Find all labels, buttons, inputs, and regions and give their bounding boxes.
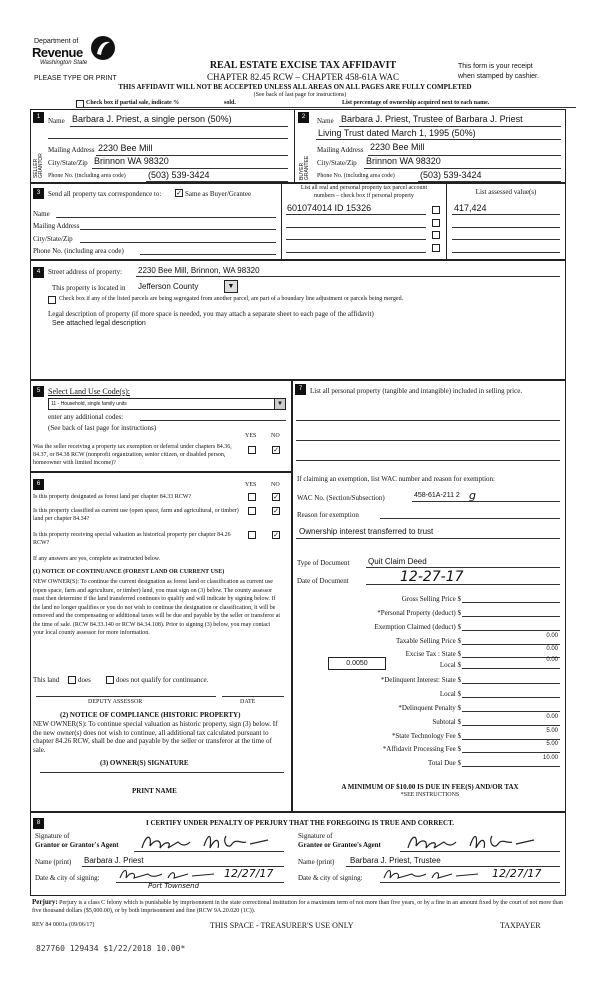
historic-question: Is this property receiving special valuation as historical property per chapter 84.26 RCW? <box>33 532 231 546</box>
located-label: This property is located in <box>52 284 126 292</box>
county-select[interactable]: Jefferson County <box>138 282 199 291</box>
grantor-sign-date: 12/27/17 <box>224 867 274 880</box>
see-back-note: (See back of last page for instructions) <box>253 92 347 98</box>
chevron-down-icon: ▼ <box>227 282 235 290</box>
seller-city-label: City/State/Zip <box>48 159 88 167</box>
historic-no-checkbox[interactable]: ✓ <box>273 531 279 539</box>
total-due-value: 10.00 <box>542 755 558 761</box>
parcel-line-3 <box>286 239 426 240</box>
grantee-name[interactable]: Barbara J. Priest, Trustee <box>350 856 441 865</box>
grantor-sign-city: Port Townsend <box>148 882 200 890</box>
gross-price-line <box>462 602 560 603</box>
seller-name[interactable]: Barbara J. Priest, a single person (50%) <box>72 114 232 124</box>
reason-line-1 <box>380 518 560 519</box>
additional-codes-label: enter any additional codes: <box>48 413 124 421</box>
taxable-price-line <box>462 644 560 645</box>
seller-name-line2 <box>48 138 288 139</box>
perjury-text: Perjury is a class C felony which is punishable by imprisonment in the state correctional institution for a maximum term of not more than five years, or by a fine in an amount fixed by the court of not more than five thousand dollars ($5,000.00), or by both imprisonment and fine (RCW 9A.20.020 (1C)). <box>32 900 563 914</box>
grantee-date-signature <box>382 866 482 887</box>
delinquent-penalty-label: *Delinquent Penalty $ <box>398 704 461 712</box>
buyer-city-line <box>364 168 561 169</box>
additional-codes-line <box>140 420 286 421</box>
grantee-name-label: Name (print) <box>298 858 335 866</box>
notice-continuance-title: (1) NOTICE OF CONTINUANCE (FOREST LAND OR CURRENT USE) <box>33 569 225 575</box>
deputy-assessor-label: DEPUTY ASSESSOR <box>88 699 143 705</box>
land-use-select[interactable] <box>48 398 286 410</box>
total-due-label: Total Due $ <box>428 759 461 767</box>
delinquent-local-line <box>462 697 560 698</box>
excise-local-label: Local $ <box>439 661 461 669</box>
grantor-date-signature-icon <box>118 866 218 882</box>
assessed-line-2 <box>452 227 560 228</box>
certify-statement: I CERTIFY UNDER PENALTY OF PERJURY THAT THE FOREGOING IS TRUE AND CORRECT. <box>145 819 454 827</box>
owner-signature-line <box>40 772 284 773</box>
personal-property-label: List all personal property (tangible and intangible) included in selling price. <box>310 387 523 395</box>
section-8-marker: 8 <box>33 818 44 829</box>
seller-side-label: SELLER GRANTOR <box>33 153 44 178</box>
does-label: does <box>78 676 91 684</box>
assessed-value-1[interactable]: 417,424 <box>454 203 487 213</box>
exemption-wac-label: If claiming an exemption, list WAC number and reason for exemption: <box>297 475 495 483</box>
does-checkbox[interactable] <box>68 676 76 684</box>
buyer-name-label: Name <box>317 117 334 125</box>
section-7-marker: 7 <box>295 384 306 395</box>
legal-desc-label: Legal description of property (if more space is needed, you may attach a separate sheet to each page of the affidavit) <box>48 310 374 318</box>
buyer-name-1[interactable]: Barbara J. Priest, Trustee of Barbara J. Priest <box>341 114 523 124</box>
excise-state-value: 0.00 <box>546 646 558 652</box>
notice-compliance-body: NEW OWNER(S): To continue special valuation as historic property, sign (3) below. If the new owner(s) does not wish to continue, all additional tax calculated pursuant to chapter 84.26 RCW, shall be due and payable by the seller or transferor at the time of sale. <box>33 720 278 754</box>
exemption-claimed-line <box>462 630 560 631</box>
doc-date-line <box>366 584 560 585</box>
land-use-no: NO <box>271 433 280 439</box>
corr-city-label: City/State/Zip <box>33 235 73 243</box>
segregated-label: Check box if any of the listed parcels are being segregated from another parcel, are part of a boundary line adjustment or parcels being merged. <box>59 296 404 302</box>
buyer-city[interactable]: Brinnon WA 98320 <box>366 156 441 166</box>
seller-phone[interactable]: (503) 539-3424 <box>148 170 210 180</box>
street-address[interactable]: 2230 Bee Mill, Brinnon, WA 98320 <box>138 266 260 275</box>
list-pct-label: List percentage of ownership acquired next to each name. <box>342 100 490 106</box>
processing-fee-label: *Affidavit Processing Fee $ <box>382 745 461 753</box>
sold-label: sold. <box>224 100 236 106</box>
taxable-price-value: 0.00 <box>546 633 558 639</box>
parcel-divider <box>446 183 447 260</box>
wac-number[interactable]: 458-61A-211 2 <box>414 492 460 499</box>
grantor-name-label: Name (print) <box>35 858 72 866</box>
doc-date[interactable]: 12-27-17 <box>400 569 464 585</box>
section-1-marker: 1 <box>33 112 44 123</box>
exemption-no-checkbox[interactable]: ✓ <box>273 446 279 454</box>
excise-local-value: 0.00 <box>546 657 558 663</box>
buyer-mailing-label: Mailing Address <box>317 146 364 154</box>
parcel-3-personal-checkbox[interactable] <box>432 231 440 239</box>
s6-yes: YES <box>245 482 257 488</box>
treasurer-stamp: 827760 129434 $1/22/2018 10.00* <box>36 944 186 953</box>
land-use-label: Select Land Use Code(s): <box>48 387 130 396</box>
perjury-title: Perjury: <box>32 898 58 906</box>
assessed-line-1 <box>452 214 560 215</box>
seller-buyer-divider <box>294 109 295 183</box>
historic-yes-checkbox[interactable] <box>248 531 256 539</box>
grantor-sig-of: Signature of <box>35 832 70 840</box>
logo-dept: Department of <box>34 38 79 45</box>
grantee-date-line <box>380 882 560 883</box>
send-correspondence-label: Send all property tax correspondence to: <box>48 190 162 198</box>
assessed-line-3 <box>452 239 560 240</box>
seller-mailing-label: Mailing Address <box>48 146 95 154</box>
grantee-sign-date: 12/27/17 <box>492 867 542 880</box>
does-not-label: does not qualify for continuance. <box>116 676 209 684</box>
corr-phone-line <box>140 254 276 255</box>
section-6-marker: 6 <box>33 479 44 490</box>
buyer-mailing[interactable]: 2230 Bee Mill <box>370 142 425 152</box>
reason-label: Reason for exemption <box>297 511 359 519</box>
tech-fee-value: 5.00 <box>546 728 558 734</box>
please-type: PLEASE TYPE OR PRINT <box>34 75 117 82</box>
land-use-dropdown-icon[interactable]: ▼ <box>274 399 285 409</box>
total-due-line <box>462 766 560 767</box>
corr-phone-label: Phone No. (including area code) <box>33 247 124 255</box>
seller-phone-label: Phone No. (including area code) <box>48 173 126 179</box>
exemption-question: Was the seller receiving a property tax exemption or deferral under chapters 84.36, 84.37, or 84.38 RCW (nonprofit organization, senior citizen, or disabled person, homeowner with limited income)? <box>33 444 232 466</box>
section-2-marker: 2 <box>298 112 309 123</box>
logo-revenue: Revenue <box>32 45 83 60</box>
land-use-see-back: (See back of last page for instructions) <box>48 424 157 432</box>
assessed-header: List assessed value(s) <box>475 188 537 196</box>
personal-line-3 <box>296 460 560 461</box>
parcel-line-4 <box>286 252 426 253</box>
personal-line-2 <box>296 440 560 441</box>
grantee-signature[interactable] <box>404 830 544 858</box>
subtotal-value: 0.00 <box>546 714 558 720</box>
form-title: REAL ESTATE EXCISE TAX AFFIDAVIT <box>209 60 397 71</box>
exemption-reason[interactable]: Ownership interest transferred to trust <box>299 527 434 536</box>
doc-type-line <box>366 567 560 568</box>
corr-mailing-label: Mailing Address <box>33 222 80 230</box>
grantor-date-label: Date & city of signing: <box>35 874 100 882</box>
receipt-line1: This form is your receipt <box>458 63 533 70</box>
deputy-line <box>36 696 216 697</box>
grantee-date-signature-icon <box>382 866 482 882</box>
grantee-agent-label: Grantee or Grantee's Agent <box>298 841 381 849</box>
grantee-date-label: Date & city of signing: <box>298 874 363 882</box>
processing-fee-line <box>462 752 560 753</box>
parcel-1-personal-checkbox[interactable] <box>432 206 440 214</box>
subtotal-line <box>462 725 560 726</box>
parcel-number-1[interactable]: 601074014 ID 15326 <box>287 203 372 213</box>
form-revision: REV 84 0001a (09/06/17) <box>32 922 95 928</box>
s6-no: NO <box>271 482 280 488</box>
taxpayer-copy: TAXPAYER <box>500 921 541 930</box>
parcel-2-personal-checkbox[interactable] <box>432 219 440 227</box>
subtotal-label: Subtotal $ <box>432 718 461 726</box>
grantor-agent-label: Grantor or Grantor's Agent <box>35 841 119 849</box>
owner-signature-label: (3) OWNER(S) SIGNATURE <box>100 759 189 767</box>
current-use-yes-checkbox[interactable] <box>248 507 256 515</box>
grantee-sig-line <box>400 851 560 852</box>
deputy-date-line <box>222 696 284 697</box>
delinquent-state-label: *Delinquent Interest: State $ <box>380 676 461 684</box>
seller-name-label: Name <box>48 117 65 125</box>
personal-deduct-label: *Personal Property (deduct) $ <box>377 609 461 617</box>
seller-phone-line <box>146 181 288 182</box>
forest-no-checkbox[interactable]: ✓ <box>273 493 279 501</box>
notice-compliance-title: (2) NOTICE OF COMPLIANCE (HISTORIC PROPERTY) <box>60 711 241 719</box>
current-use-no-checkbox[interactable]: ✓ <box>273 507 279 515</box>
if-any-yes: If any answers are yes, complete as instructed below. <box>33 556 161 562</box>
buyer-city-label: City/State/Zip <box>317 159 357 167</box>
reason-line-2 <box>296 538 560 539</box>
section-5-marker: 5 <box>33 386 44 397</box>
corr-name-label: Name <box>33 210 50 218</box>
doc-date-label: Date of Document <box>297 577 349 585</box>
excise-local-line <box>462 668 560 669</box>
corr-city-line <box>80 242 276 243</box>
parcel-header-1: List all real and personal property tax parcel account <box>300 185 428 191</box>
buyer-phone-label: Phone No. (including area code) <box>317 173 395 179</box>
dor-logo <box>34 36 124 70</box>
processing-fee-value: 5.00 <box>546 741 558 747</box>
forest-land-question: Is this property designated as forest land per chapter 84.33 RCW? <box>33 494 192 500</box>
buyer-name-line <box>339 126 561 127</box>
corr-name-line <box>56 217 276 218</box>
buyer-side-label: BUYER GRANTEE <box>299 155 310 180</box>
does-not-checkbox[interactable] <box>106 676 114 684</box>
seller-name-line <box>70 126 288 127</box>
land-use-selected: 11 - Household, single family units <box>51 401 127 407</box>
seller-mailing[interactable]: 2230 Bee Mill <box>98 143 153 153</box>
land-use-yes: YES <box>245 433 257 439</box>
grantor-date-line <box>116 882 284 883</box>
see-instructions: *SEE INSTRUCTIONS <box>400 792 460 798</box>
legal-description[interactable]: See attached legal description <box>52 320 146 327</box>
personal-deduct-line <box>462 616 560 617</box>
parcel-4-personal-checkbox[interactable] <box>432 244 440 252</box>
gross-price-label: Gross Selling Price $ <box>401 595 461 603</box>
buyer-name-line2 <box>316 139 561 140</box>
doc-type[interactable]: Quit Claim Deed <box>368 557 427 566</box>
minimum-due-notice: A MINIMUM OF $10.00 IS DUE IN FEE(S) AND/OR TAX <box>341 783 519 791</box>
excise-state-label: Excise Tax : State $ <box>405 650 461 658</box>
partial-sale-line <box>76 107 576 108</box>
grantor-signature[interactable] <box>138 830 278 858</box>
notice-continuance-body: NEW OWNER(S): To continue the current designation as forest land or classification as current use (open space, farm and agriculture, or timber) land, you must sign on (3) below. The county assessor must then determine if the land transferred continues to qualify and will indicate by signing below. If the land no longer qualifies or you do not wish to continue the designation or classification, it will be removed and the compensating or additional taxes will be due and payable by the seller or transferor at the time of sale. (RCW 84.33.140 or RCW 84.34.108). Prior to signing (3) below, you may contact your local county assessor for more information. <box>33 579 281 636</box>
same-as-buyer-label: Same as Buyer/Grantee <box>185 190 252 198</box>
grantor-sig-line <box>134 851 284 852</box>
perjury-notice <box>32 898 566 915</box>
exemption-claimed-label: Exemption Claimed (deduct) $ <box>374 623 461 631</box>
seller-city-line <box>92 168 288 169</box>
delinquent-local-label: Local $ <box>439 690 461 698</box>
receipt-line2: when stamped by cashier. <box>458 73 539 80</box>
delinquent-penalty-line <box>462 711 560 712</box>
section-3-marker: 3 <box>33 188 44 199</box>
doc-type-label: Type of Document <box>297 559 350 567</box>
grantee-sig-of: Signature of <box>298 832 333 840</box>
local-rate-box[interactable]: 0.0050 <box>328 657 386 670</box>
seller-city[interactable]: Brinnon WA 98320 <box>94 156 169 166</box>
delinquent-state-line <box>462 683 560 684</box>
parcel-line-2 <box>286 227 426 228</box>
treasurer-use: THIS SPACE - TREASURER'S USE ONLY <box>210 921 354 930</box>
forest-yes-checkbox[interactable] <box>248 493 256 501</box>
form-chapter: CHAPTER 82.45 RCW – CHAPTER 458-61A WAC <box>207 72 399 82</box>
tech-fee-line <box>462 739 560 740</box>
tech-fee-label: *State Technology Fee $ <box>391 732 461 740</box>
partial-sale-label: Check box if partial sale, indicate % <box>86 100 180 106</box>
buyer-phone-line <box>418 181 561 182</box>
street-label: Street address of property: <box>48 268 123 276</box>
correspondence-divider <box>281 183 282 260</box>
grantor-name[interactable]: Barbara J. Priest <box>84 856 144 865</box>
buyer-phone[interactable]: (503) 539-3424 <box>420 170 482 180</box>
segregated-checkbox[interactable] <box>48 296 56 304</box>
exemption-yes-checkbox[interactable] <box>248 446 256 454</box>
parcel-line-1 <box>286 214 426 215</box>
personal-line-1 <box>296 420 560 421</box>
wac-number-label: WAC No. (Section/Subsection) <box>297 494 385 502</box>
county-dropdown-button[interactable] <box>224 280 238 293</box>
corr-mailing-line <box>80 229 276 230</box>
print-name-label: PRINT NAME <box>132 787 177 795</box>
street-line <box>136 276 560 277</box>
parcel-header-2: numbers – check box if personal property <box>314 193 414 199</box>
this-land-label: This land <box>33 676 60 684</box>
not-accepted-notice: THIS AFFIDAVIT WILL NOT BE ACCEPTED UNLESS ALL AREAS ON ALL PAGES ARE FULLY COMPLETED <box>118 83 472 91</box>
current-use-question: Is this property classified as current use (open space, farm and agricultural, or timber) land per chapter 84.34? <box>33 508 239 522</box>
dor-emblem-icon <box>90 34 116 62</box>
wac-handwritten: g <box>469 489 476 502</box>
logo-state: Washington State <box>40 60 88 66</box>
buyer-name-2[interactable]: Living Trust dated March 1, 1995 (50%) <box>318 128 476 138</box>
same-as-buyer-checkbox[interactable]: ✓ <box>176 189 182 197</box>
deputy-date-label: DATE <box>240 699 256 705</box>
taxable-price-label: Taxable Selling Price $ <box>395 637 461 645</box>
assessed-line-4 <box>452 252 560 253</box>
wac-line <box>412 501 560 502</box>
section-4-marker: 4 <box>33 267 44 278</box>
